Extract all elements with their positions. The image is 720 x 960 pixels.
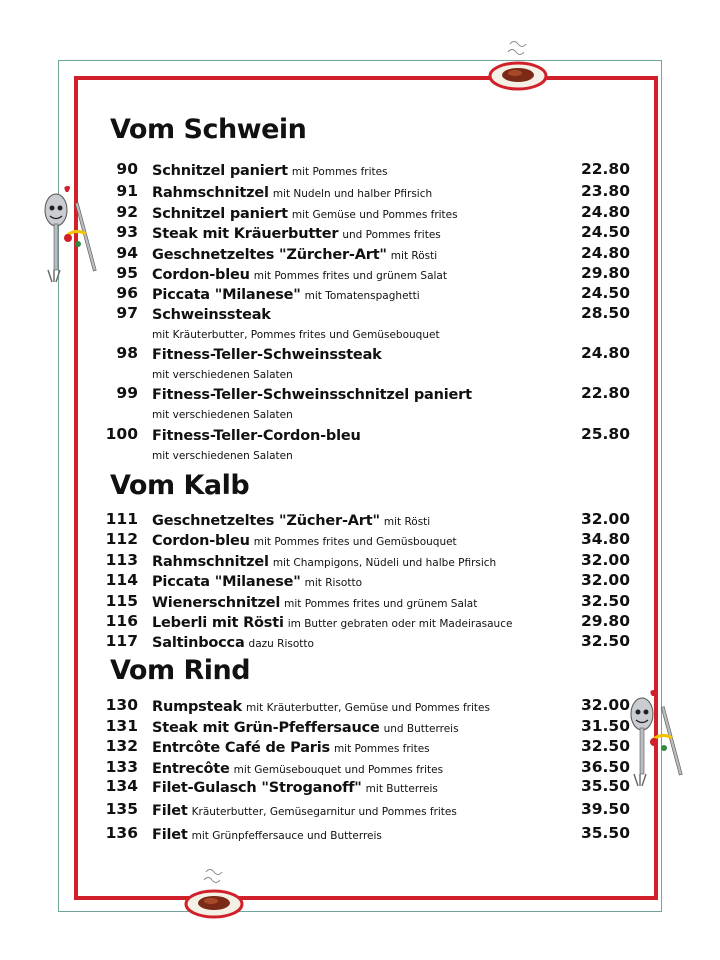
item-name: Rahmschnitzel [152,185,269,201]
item-name: Fitness-Teller-Schweinssteak [152,347,382,363]
item-name: Cordon-bleu [152,533,250,549]
item-number: 113 [105,551,138,569]
steak-plate-icon [486,38,550,98]
menu-item [100,203,630,223]
item-extra: mit Gemüsebouquet und Pommes frites [233,764,444,776]
item-number: 132 [105,737,138,755]
item-price: 34.80 [580,530,630,548]
item-extra: mit Champigons, Nüdeli und halbe Pfirsich [272,557,497,569]
item-price: 32.00 [580,510,630,528]
item-number: 90 [116,160,138,178]
item-extra: mit Butterreis [365,783,438,795]
item-name: Piccata "Milanese" [152,574,301,590]
item-number: 98 [116,344,138,362]
item-number: 116 [105,612,138,630]
item-extra: mit Grünpfeffersauce und Butterreis [191,830,382,842]
section-title-kalb: Vom Kalb [110,470,250,501]
menu-item [100,425,630,445]
item-extra: mit Rösti [383,516,431,528]
menu-item [100,612,630,632]
item-price: 24.50 [580,284,630,302]
menu-item [100,284,630,304]
menu-item [100,530,630,550]
menu-item [100,223,630,243]
item-number: 117 [105,632,138,650]
item-extra: im Butter gebraten oder mit Madeirasauce [287,618,513,630]
item-name: Schnitzel paniert [152,206,288,222]
item-extra: mit Pommes frites [333,743,430,755]
menu-item [100,571,630,591]
item-number: 92 [116,203,138,221]
item-price: 35.50 [580,777,630,795]
fork-spoon-mascot-icon [38,186,104,290]
item-extra: und Pommes frites [342,229,441,241]
menu-item [100,592,630,612]
item-price: 24.80 [580,203,630,221]
fork-spoon-mascot-icon [624,690,690,794]
menu-item [100,551,630,571]
item-number: 111 [105,510,138,528]
item-name: Filet [152,827,188,843]
menu-item [100,777,630,797]
item-number: 95 [116,264,138,282]
item-extra: mit Risotto [304,577,362,589]
item-name: Fitness-Teller-Schweinsschnitzel paniert [152,387,472,403]
item-price: 29.80 [580,612,630,630]
item-price: 32.50 [580,632,630,650]
item-number: 133 [105,758,138,776]
item-number: 96 [116,284,138,302]
item-number: 114 [105,571,138,589]
item-price: 29.80 [580,264,630,282]
menu-item [100,384,630,404]
item-name: Saltinbocca [152,635,245,651]
item-name: Wienerschnitzel [152,595,281,611]
menu-item [100,632,630,652]
item-number: 136 [105,824,138,842]
item-name: Geschnetzeltes "Zücher-Art" [152,513,380,529]
item-name: Filet-Gulasch "Stroganoff" [152,780,362,796]
item-extra: mit Kräuterbutter, Gemüse und Pommes frites [246,702,490,714]
item-price: 28.50 [580,304,630,322]
item-extra: mit Pommes frites und Gemüsbouquet [253,536,457,548]
item-extra: dazu Risotto [248,638,314,650]
item-name: Fitness-Teller-Cordon-bleu [152,428,361,444]
item-price: 39.50 [580,800,630,818]
item-name: Steak mit Kräuerbutter [152,226,339,242]
item-price: 24.80 [580,244,630,262]
item-number: 134 [105,777,138,795]
item-extra: und Butterreis [383,723,459,735]
item-price: 22.80 [580,160,630,178]
item-price: 32.00 [580,571,630,589]
item-name: Cordon-bleu [152,267,250,283]
item-number: 112 [105,530,138,548]
item-name: Steak mit Grün-Pfeffersauce [152,720,380,736]
item-number: 130 [105,696,138,714]
menu-item [100,264,630,284]
item-price: 24.50 [580,223,630,241]
item-price: 35.50 [580,824,630,842]
menu-item [100,182,630,202]
menu-item [100,696,630,716]
item-price: 32.00 [580,696,630,714]
item-subline: mit verschiedenen Salaten [152,450,293,462]
item-number: 97 [116,304,138,322]
item-name: Entrcôte Café de Paris [152,740,330,756]
item-price: 31.50 [580,717,630,735]
item-price: 32.50 [580,737,630,755]
item-number: 93 [116,223,138,241]
menu-item [100,344,630,364]
item-name: Rahmschnitzel [152,554,269,570]
item-extra: mit Gemüse und Pommes frites [291,209,458,221]
section-title-schwein: Vom Schwein [110,114,307,145]
menu-item [100,758,630,778]
item-number: 115 [105,592,138,610]
item-number: 135 [105,800,138,818]
item-name: Leberli mit Rösti [152,615,284,631]
steak-plate-icon [182,866,246,926]
item-number: 94 [116,244,138,262]
item-name: Rumpsteak [152,699,243,715]
item-name: Geschnetzeltes "Zürcher-Art" [152,247,387,263]
menu-item [100,244,630,264]
item-number: 100 [105,425,138,443]
menu-item [100,304,630,324]
menu-item [100,737,630,757]
item-name: Entrecôte [152,761,230,777]
item-name: Schweinssteak [152,307,271,323]
item-price: 22.80 [580,384,630,402]
item-price: 32.00 [580,551,630,569]
menu-item [100,824,630,844]
item-extra: Kräuterbutter, Gemüsegarnitur und Pommes frites [191,806,457,818]
item-extra: mit Rösti [390,250,438,262]
item-number: 131 [105,717,138,735]
menu-item [100,510,630,530]
item-extra: mit Nudeln und halber Pfirsich [272,188,433,200]
item-extra: mit Pommes frites und grünem Salat [284,598,478,610]
item-price: 23.80 [580,182,630,200]
item-extra: mit Pommes frites und grünem Salat [253,270,447,282]
item-extra: mit Pommes frites [291,166,388,178]
item-subline: mit verschiedenen Salaten [152,409,293,421]
item-number: 99 [116,384,138,402]
item-subline: mit Kräuterbutter, Pommes frites und Gemüsebouquet [152,329,440,341]
item-number: 91 [116,182,138,200]
item-price: 32.50 [580,592,630,610]
item-price: 36.50 [580,758,630,776]
menu-item [100,800,630,820]
section-title-rind: Vom Rind [110,655,251,686]
item-name: Piccata "Milanese" [152,287,301,303]
item-name: Filet [152,803,188,819]
item-name: Schnitzel paniert [152,163,288,179]
menu-item [100,717,630,737]
item-price: 24.80 [580,344,630,362]
item-price: 25.80 [580,425,630,443]
menu-item [100,160,630,180]
item-subline: mit verschiedenen Salaten [152,369,293,381]
item-extra: mit Tomatenspaghetti [304,290,420,302]
